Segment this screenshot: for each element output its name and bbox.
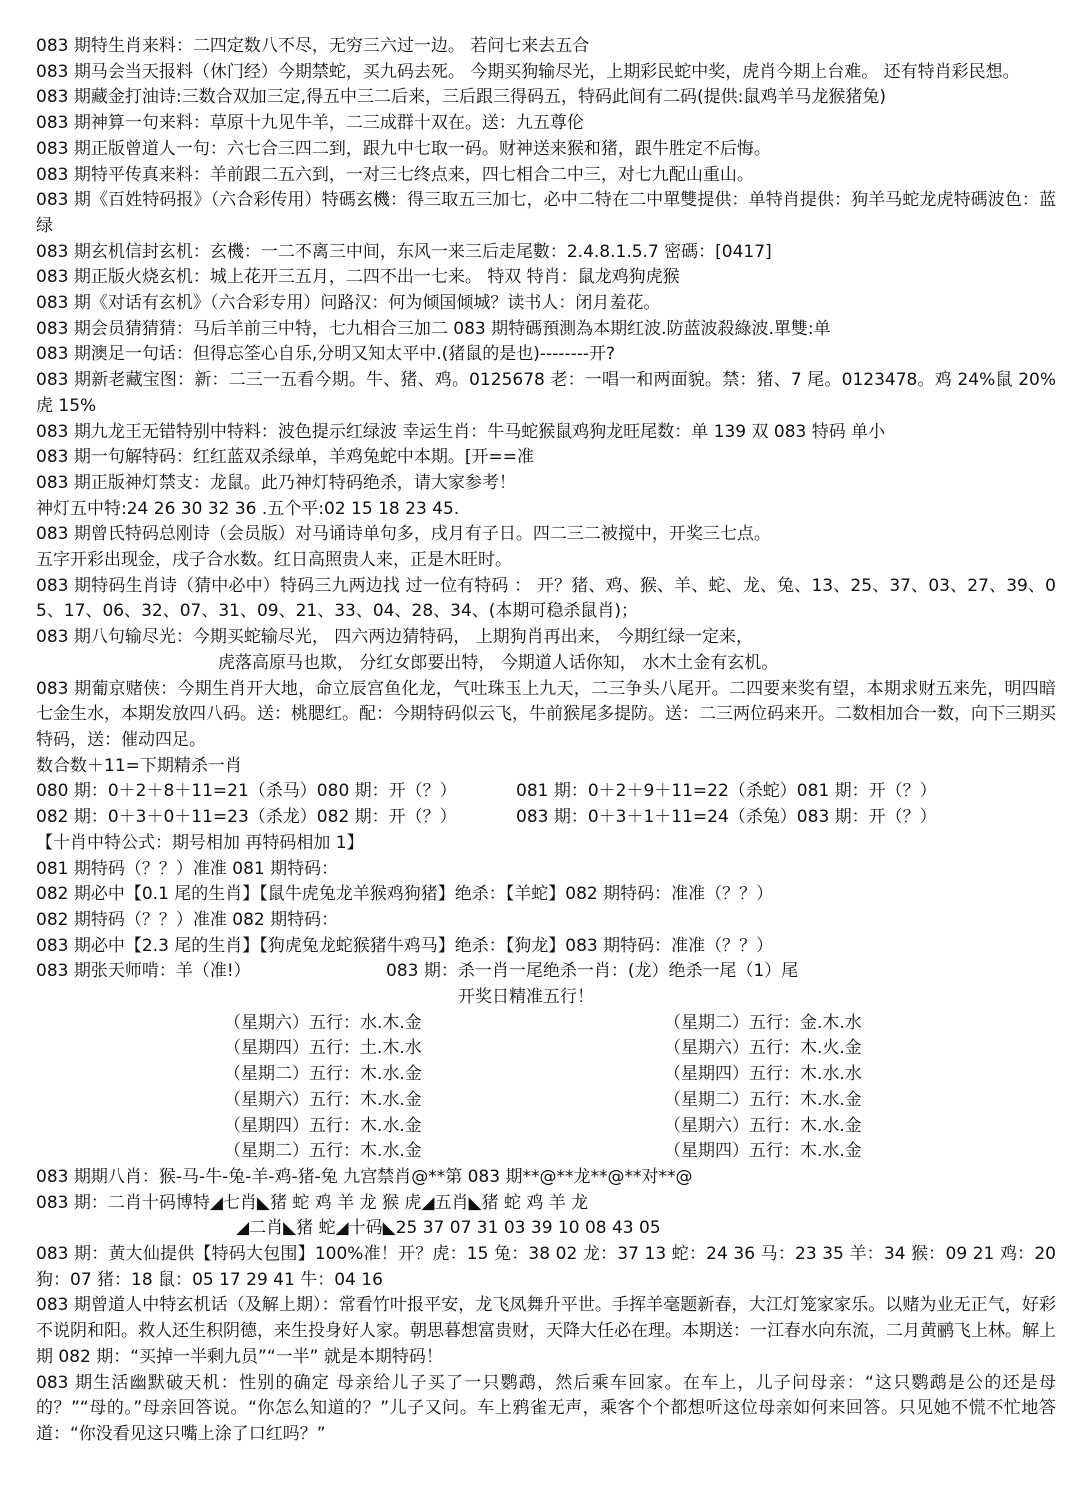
zhang-row [36, 959, 1056, 985]
text-line: 083 期藏金打油诗:三数合双加三定,得五中三二后来，三后跟三得码五，特码此间有二码(提供:鼠鸡羊马龙猴猪兔) [36, 87, 886, 108]
text-line: 虎落高原马也欺， 分红女郎要出特， 今期道人话你知， 水木土金有玄机。 [218, 652, 779, 673]
text-line: 083 期新老藏宝图：新：二三一五看今期。牛、猪、鸡。0125678 老：一唱一和两面貌。禁：猪、7 尾。0123478。鸡 24%鼠 20%虎 15% [36, 370, 1056, 416]
text-line: 082 期特码（？？）准准 082 期特码： [36, 909, 339, 930]
wuxing-cell: （星期六）五行：木.火.金 [664, 1038, 862, 1059]
text-line: 083 期曾道人中特玄机话（及解上期）：常看竹叶报平安，龙飞凤舞升平世。手挥羊毫题新春，大江灯笼家家乐。以赌为业无正气，好彩不说阴和阳。救人还生积阴德，来生投身好人家。朝思暮想富贵财，天降大任必在理。本期送：一江春水向东流，二月黄鹂飞上林。解上期 082 期：“买掉一半剩九员”“一半” 就是本期特码！ [36, 1295, 1056, 1367]
text-line: 083 期《百姓特码报》（六合彩传用）特碼玄機：得三取五三加七，必中二特在二中單雙提供：单特肖提供：狗羊马蛇龙虎特碼波色：蓝绿 [36, 190, 1056, 236]
text-line: 083 期神算一句来料：草原十九见牛羊，二三成群十双在。送：九五尊伦 [36, 113, 584, 134]
wuxing-cell: （星期四）五行：土.木.水 [224, 1038, 422, 1059]
text-line: 083 期特码生肖诗（猜中必中）特码三九两边找 过一位有特码 ： 开？猪、鸡、猴、羊、蛇、龙、兔、13、25、37、03、27、39、05、17、06、32、07、31、09、21、33、04、28、34、(本期可稳杀鼠肖)； [36, 575, 1056, 622]
text-line: 083 期《对话有玄机》（六合彩专用）问路汉：何为倾国倾城？读书人：闭月羞花。 [36, 293, 661, 314]
wuxing-row [36, 1036, 1056, 1062]
text-line: 083 期九龙王无错特别中特料：波色提示红绿波 幸运生肖：牛马蛇猴鼠鸡狗龙旺尾数：单 139 双 083 特码 单小 [36, 421, 886, 442]
text-line: 083 期玄机信封玄机：玄機：一二不离三中间，东风一来三后走尾數：2.4.8.1.5.7 密碼：[0417] [36, 241, 772, 262]
wuxing-row [36, 1139, 1056, 1165]
text-line: 083 期澳足一句话：但得忘筌心自乐,分明又知太平中.(猪鼠的是也)--------开? [36, 344, 616, 365]
wuxing-cell: （星期四）五行：木.水.金 [224, 1115, 422, 1136]
formula-cell: 083 期：0＋3＋1＋11=24（杀兔）083 期：开（？） [516, 807, 937, 828]
wuxing-row [36, 1088, 1056, 1114]
text-line: 083 期八句输尽光：今期买蛇输尽光， 四六两边猜特码， 上期狗肖再出来， 今期红绿一定来， [36, 627, 754, 648]
text-line: 五字开彩出现金，戌子合水数。红日高照贵人来，正是木旺时。 [36, 550, 512, 571]
text-line: 083 期马会当天报料（休门经）今期禁蛇，买九码去死。 今期买狗输尽光，上期彩民蛇中奖，虎肖今期上台难。 还有特肖彩民想。 [36, 61, 1020, 82]
wuxing-cell: （星期二）五行：木.水.金 [224, 1064, 422, 1085]
text-line: 083 期葡京赌侠：今期生肖开大地，命立辰宫鱼化龙，气吐珠玉上九天，二三争头八尾开。二四要来奖有望，本期求财五来先，明四暗七金生水，本期发放四八码。送：桃腮红。配：今期特码似云飞，牛前猴尾多提防。送：二三两位码来开。二数相加合一数，向下三期买特码，送：催动四足。 [36, 678, 1056, 750]
text-line: 083 期会员猜猜猜：马后羊前三中特，七九相合三加二 083 期特碼預測為本期红波.防蓝波殺綠波.單雙:单 [36, 318, 831, 339]
text-line: 083 期期八肖：猴-马-牛-兔-羊-鸡-猪-兔 九宫禁肖@**第 083 期**@**龙**@**对**@ [36, 1166, 693, 1187]
wuxing-cell: （星期四）五行：木.水.水 [664, 1064, 862, 1085]
zhang-cell: 083 期：杀一肖一尾绝杀一肖：(龙）绝杀一尾（1）尾 [386, 961, 799, 982]
text-line: 082 期必中【0.1 尾的生肖】【鼠牛虎兔龙羊猴鸡狗猪】绝杀：【羊蛇】082 期特码：准准（？？） [36, 884, 774, 905]
text-line: 083 期生活幽默破天机：性别的确定 母亲给儿子买了一只鹦鹉，然后乘车回家。在车上，儿子问母亲：“这只鹦鹉是公的还是母的？”“母的。”母亲回答说。“你怎么知道的？”儿子又问。车上鸦雀无声，乘客个个都想听这位母亲如何来回答。只见她不慌不忙地答道：“你没看见这只嘴上涂了口红吗？” [36, 1372, 1056, 1444]
formula-cell: 081 期：0＋2＋9＋11=22（杀蛇）081 期：开（？） [516, 781, 937, 802]
text-line: 083 期：黄大仙提供【特码大包围】100%准！开？虎：15 兔：38 02 龙：37 13 蛇：24 36 马：23 35 羊：34 猴：09 21 鸡：20 狗：07 猪：18 鼠：05 17 29 41 牛：04 16 [36, 1244, 1056, 1290]
wuxing-row [36, 1114, 1056, 1140]
wuxing-cell: （星期六）五行：水.木.金 [224, 1012, 422, 1033]
text-line: 【十肖中特公式：期号相加 再特码相加 1】 [36, 832, 364, 853]
zhang-cell: 083 期张天师啃：羊（准!） [36, 961, 251, 982]
text-line: 数合数＋11=下期精杀一肖 [36, 755, 242, 776]
text-line: 083 期正版神灯禁支：龙鼠。此乃神灯特码绝杀，请大家参考！ [36, 472, 516, 493]
wuxing-cell: （星期六）五行：木.水.金 [664, 1115, 862, 1136]
text-line: 083 期正版曾道人一句：六七合三四二到，跟九中七取一码。财神送来猴和猪，跟牛胜定不后悔。 [36, 138, 771, 159]
formula-row [36, 779, 1056, 805]
wuxing-row [36, 1011, 1056, 1037]
text-line: 083 期特平传真来料：羊前跟二五六到，一对三七终点来，四七相合二中三，对七九配山重山。 [36, 164, 754, 185]
text-line: 083 期正版火烧玄机：城上花开三五月，二四不出一七来。 特双 特肖：鼠龙鸡狗虎猴 [36, 267, 680, 288]
formula-cell: 082 期：0＋3＋0＋11=23（杀龙）082 期：开（？） [36, 807, 457, 828]
text-line: ◢二肖◣猪 蛇◢十码◣25 37 07 31 03 39 10 08 43 05 [236, 1218, 661, 1239]
text-line: 083 期必中【2.3 尾的生肖】【狗虎兔龙蛇猴猪牛鸡马】绝杀：【狗龙】083 期特码：准准（？？） [36, 935, 774, 956]
text-line: 083 期特生肖来料：二四定数八不尽，无穷三六过一边。 若问七来去五合 [36, 36, 590, 56]
wuxing-cell: （星期四）五行：木.水.金 [664, 1141, 862, 1162]
text-line: 081 期特码（？？）准准 081 期特码： [36, 858, 339, 879]
formula-cell: 080 期：0＋2＋8＋11=21（杀马）080 期：开（？） [36, 781, 457, 802]
text-line: 083 期曾氏特码总刚诗（会员版）对马诵诗单句多，戌月有子日。四二三二被搅中，开奖三七点。 [36, 524, 771, 545]
wuxing-row [36, 1062, 1056, 1088]
text-line: 083 期一句解特码：红红蓝双杀绿单，羊鸡兔蛇中本期。[开==准 [36, 447, 534, 468]
wuxing-cell: （星期二）五行：金.木.水 [664, 1012, 862, 1033]
text-line: 神灯五中特:24 26 30 32 36 .五个平:02 15 18 23 45. [36, 498, 460, 519]
wuxing-cell: （星期二）五行：木.水.金 [664, 1089, 862, 1110]
wuxing-cell: （星期二）五行：木.水.金 [224, 1141, 422, 1162]
wuxing-cell: （星期六）五行：木.水.金 [224, 1089, 422, 1110]
formula-row [36, 805, 1056, 831]
wuxing-title: 开奖日精准五行！ [458, 987, 594, 1008]
text-line: 083 期：二肖十码博特◢七肖◣猪 蛇 鸡 羊 龙 猴 虎◢五肖◣猪 蛇 鸡 羊 龙 [36, 1192, 589, 1213]
